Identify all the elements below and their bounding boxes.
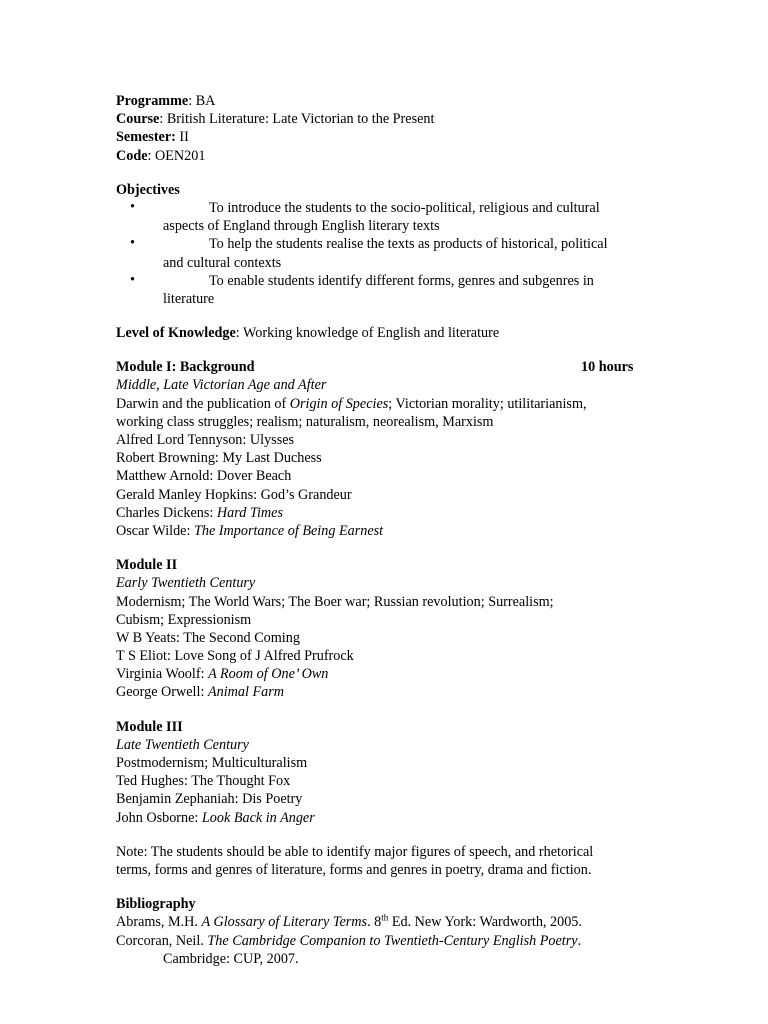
module2-heading: Module II (116, 557, 178, 574)
module2-topics-cont: Cubism; Expressionism (116, 611, 252, 628)
module3-text: Ted Hughes: The Thought Fox (116, 773, 291, 790)
bibliography-entry-cont: Cambridge: CUP, 2007. (163, 950, 299, 967)
bullet-icon: • (130, 198, 135, 215)
semester-line (116, 128, 656, 146)
code-label: Code (116, 147, 148, 164)
module1-title: Module I: Background (116, 359, 255, 376)
objective-line: and cultural contexts (163, 254, 282, 271)
module3-topics: Postmodernism; Multiculturalism (116, 755, 308, 771)
module1-topics-cont: working class struggles; realism; naturalism, neorealism, Marxism (116, 413, 494, 430)
module1-text: Matthew Arnold: Dover Beach (116, 468, 292, 485)
bibliography-entry: Corcoran, Neil. The Cambridge Companion to Twentieth-Century English Poetry. (116, 932, 582, 949)
module2-text: T S Eliot: Love Song of J Alfred Prufrock (116, 648, 354, 665)
knowledge-label: Level of Knowledge (116, 325, 236, 342)
programme-label: Programme (116, 93, 189, 109)
semester-value: II (175, 129, 189, 146)
objective-line: To enable students identify different forms, genres and subgenres in (209, 272, 594, 289)
module2-subtitle: Early Twentieth Century (116, 575, 256, 592)
module1-subtitle: Middle, Late Victorian Age and After (116, 377, 327, 394)
course-line (116, 110, 656, 128)
bullet-icon: • (130, 271, 135, 288)
course-value: : British Literature: Late Victorian to the Present (159, 111, 435, 128)
code-line (116, 147, 656, 165)
module2-text: George Orwell: Animal Farm (116, 684, 284, 701)
module1-text: Robert Browning: My Last Duchess (116, 450, 322, 467)
objective-line: To introduce the students to the socio-political, religious and cultural (209, 199, 600, 216)
module2-topics: Modernism; The World Wars; The Boer war; Russian revolution; Surrealism; (116, 593, 554, 610)
code-value: : OEN201 (147, 147, 206, 164)
module1-text: Gerald Manley Hopkins: God’s Grandeur (116, 486, 352, 503)
objectives-heading: Objectives (116, 181, 180, 198)
note-line: Note: The students should be able to identify major figures of speech, and rhetorical (116, 843, 594, 860)
knowledge-line (116, 324, 656, 342)
module2-text: W B Yeats: The Second Coming (116, 629, 300, 646)
course-label: Course (116, 111, 160, 128)
knowledge-value: : Working knowledge of English and literature (235, 325, 500, 342)
programme-line (116, 92, 656, 110)
note-line-cont: terms, forms and genres of literature, forms and genres in poetry, drama and fiction. (116, 861, 592, 878)
objective-line: aspects of England through English literary texts (163, 218, 440, 235)
bibliography-entry: Abrams, M.H. A Glossary of Literary Terms. 8th Ed. New York: Wardworth, 2005. (116, 912, 582, 931)
module1-heading (116, 358, 656, 376)
objective-item (116, 272, 656, 308)
module3-heading: Module III (116, 718, 183, 735)
module1-text: Charles Dickens: Hard Times (116, 504, 283, 521)
module1-text: Alfred Lord Tennyson: Ulysses (116, 432, 295, 448)
module3-text: Benjamin Zephaniah: Dis Poetry (116, 791, 303, 808)
bibliography-heading: Bibliography (116, 896, 196, 913)
objective-item (116, 235, 656, 271)
document-page (116, 92, 656, 968)
module1-topics: Darwin and the publication of Origin of Species; Victorian morality; utilitarianism, (116, 395, 587, 412)
module3-subtitle: Late Twentieth Century (116, 736, 249, 753)
semester-label: Semester: (116, 129, 176, 146)
module1-hours: 10 hours (581, 359, 634, 376)
module3-text: John Osborne: Look Back in Anger (116, 809, 315, 826)
objective-line: To help the students realise the texts as products of historical, political (209, 236, 608, 253)
objective-line: literature (163, 290, 215, 307)
programme-value: : BA (188, 93, 216, 109)
module2-text: Virginia Woolf: A Room of One’ Own (116, 666, 329, 683)
module1-text: Oscar Wilde: The Importance of Being Earnest (116, 522, 384, 539)
objective-item (116, 199, 656, 235)
bullet-icon: • (130, 235, 135, 252)
